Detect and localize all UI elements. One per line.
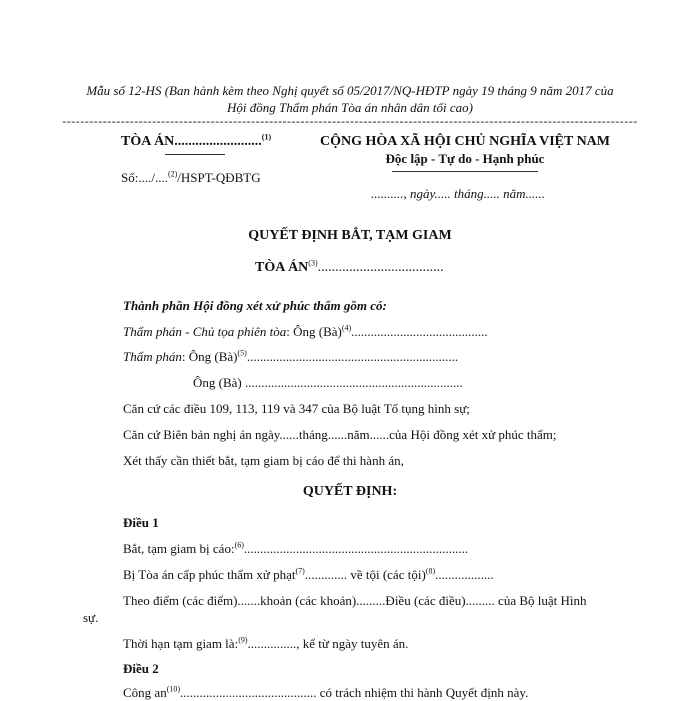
- sentence-mid: ............. về tội (các tội): [304, 567, 426, 582]
- judge-dots: .................................................................: [246, 349, 459, 364]
- court-name: TÒA ÁN.........................: [121, 134, 262, 149]
- document-number: [121, 170, 261, 186]
- law-line1: Theo điểm (các điểm).......khoản (các khoản).........Điều (các điều)......... của Bộ luật Hình: [123, 593, 587, 608]
- number-suffix: /HSPT-QĐBTG: [177, 170, 261, 185]
- number-ref: (2): [167, 169, 178, 179]
- police-line: [123, 685, 528, 701]
- grounds-line2: Căn cứ Biên bản nghị án ngày......tháng......năm......của Hội đồng xét xử phúc thẩm;: [123, 427, 557, 442]
- panel-heading: Thành phần Hội đồng xét xử phúc thẩm gồm có:: [123, 298, 387, 313]
- presiding-ref: (4): [341, 323, 352, 333]
- decision-heading: QUYẾT ĐỊNH:: [302, 484, 398, 499]
- sentence-ref2: (8): [425, 566, 436, 576]
- sentence-line: [123, 567, 494, 583]
- sentence-ref: (7): [295, 566, 305, 576]
- document-title: QUYẾT ĐỊNH BẮT, TẠM GIAM: [248, 228, 452, 243]
- court-line: [255, 260, 444, 276]
- judge2-line: Ông (Bà) ...................................................................: [193, 375, 463, 390]
- judge-ref: (5): [237, 348, 247, 358]
- court-line-ref: (3): [308, 258, 318, 268]
- presiding-text: : Ông (Bà): [286, 324, 342, 339]
- arrest-dots: .....................................................................: [243, 541, 469, 556]
- presiding-label: Thẩm phán - Chủ tọa phiên tòa: [123, 324, 287, 339]
- judge-line: [123, 349, 458, 365]
- court-header: [121, 134, 271, 150]
- court-underline: [165, 154, 225, 155]
- term-ref: (9): [238, 635, 248, 645]
- sentence-text: Bị Tòa án cấp phúc thẩm xử phạt: [123, 567, 296, 582]
- police-ref: (10): [166, 684, 181, 694]
- arrest-text: Bắt, tạm giam bị cáo:: [123, 541, 235, 556]
- grounds-line3: Xét thấy cần thiết bắt, tạm giam bị cáo để thi hành án,: [123, 453, 404, 468]
- arrest-ref: (6): [234, 540, 244, 550]
- police-text: Công an: [123, 685, 167, 700]
- article2-heading: Điều 2: [123, 661, 159, 676]
- court-line-label: TÒA ÁN: [255, 260, 309, 275]
- presiding-judge-line: [123, 324, 488, 340]
- judge-text: : Ông (Bà): [181, 349, 238, 364]
- header-separator: --------------------------------------------------------------------------------------------------------------------------------: [62, 114, 638, 128]
- arrest-line: [123, 541, 468, 557]
- judge-label: Thẩm phán: [123, 349, 182, 364]
- number-prefix: Số:..../....: [121, 170, 168, 185]
- header-note-line1: Mẫu số 12-HS (Ban hành kèm theo Nghị quyết số 05/2017/NQ-HĐTP ngày 19 tháng 9 năm 2017 của: [86, 83, 614, 98]
- header-note-line2: Hội đồng Thẩm phán Tòa án nhân dân tối cao): [227, 100, 473, 115]
- nation-name: CỘNG HÒA XÃ HỘI CHỦ NGHĨA VIỆT NAM: [319, 134, 610, 149]
- presiding-dots: ..........................................: [351, 324, 488, 339]
- term-text: Thời hạn tạm giam là:: [123, 636, 239, 651]
- police-dots: .......................................... có trách nhiệm thi hành Quyết định này.: [180, 685, 529, 700]
- motto-underline: [392, 171, 538, 172]
- nation-motto: Độc lập - Tự do - Hạnh phúc: [385, 151, 545, 166]
- term-dots: ..............., kể từ ngày tuyên án.: [247, 636, 409, 651]
- law-line2: sự.: [83, 610, 99, 625]
- term-line: [123, 636, 408, 652]
- grounds-line1: Căn cứ các điều 109, 113, 119 và 347 của Bộ luật Tố tụng hình sự;: [123, 401, 470, 416]
- sentence-dots: ..................: [435, 567, 494, 582]
- article1-heading: Điều 1: [123, 515, 159, 530]
- court-line-dots: ....................................: [317, 260, 444, 275]
- date-line: .........., ngày..... tháng..... năm......: [371, 186, 546, 201]
- court-ref: (1): [261, 132, 272, 142]
